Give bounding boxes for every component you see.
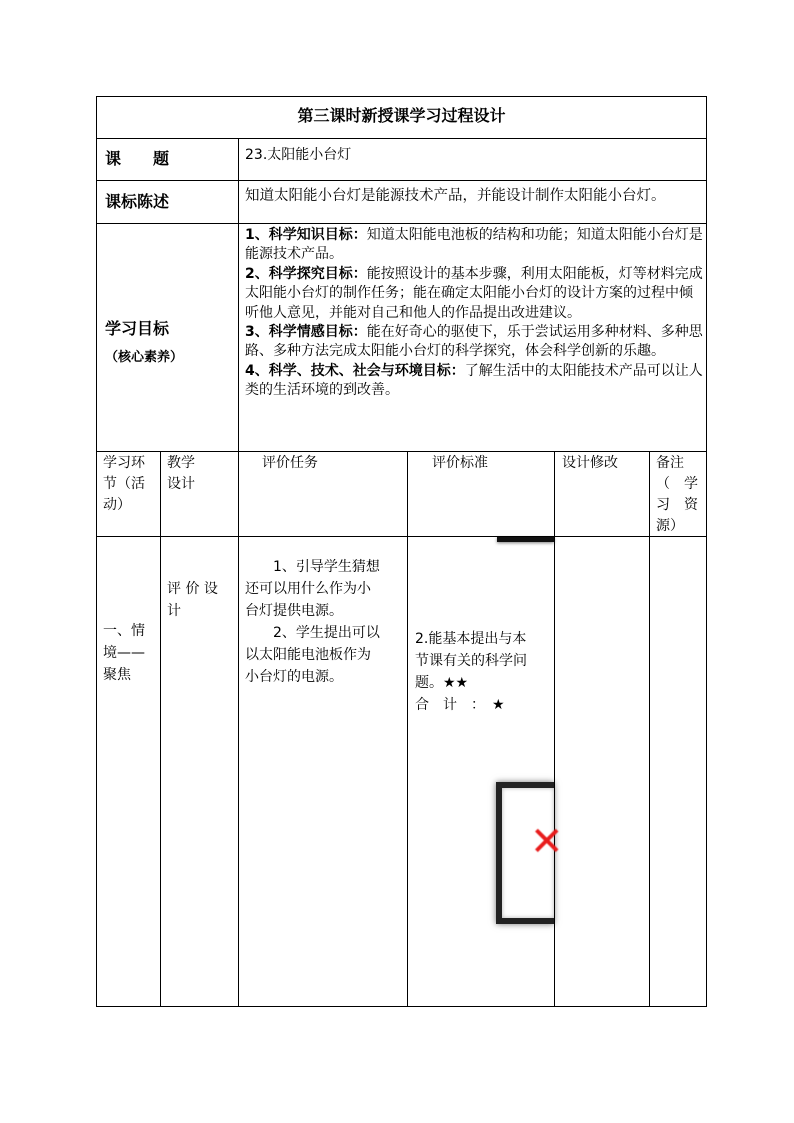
- standard-label: 课标陈述: [105, 192, 170, 211]
- goal-text: 了解生活中的太阳能技术产品可以让人类的生活环境的到改善。: [245, 362, 703, 399]
- goals-label: 学习目标: [105, 319, 170, 338]
- topic-label: 课 题: [105, 149, 170, 168]
- header-line: 设计: [167, 476, 195, 492]
- header-line: （ 学: [656, 476, 698, 492]
- header-line: 备注: [656, 455, 684, 471]
- header-note: [656, 453, 704, 537]
- red-x-icon: ✕: [530, 819, 564, 865]
- col-divider: [238, 451, 239, 1007]
- goal-head: 4、科学、技术、社会与环境目标：: [245, 362, 465, 379]
- header-line: 学习环: [103, 455, 145, 471]
- task-cell: [245, 556, 403, 688]
- col-divider: [554, 451, 555, 1007]
- stage-cell: [103, 620, 145, 686]
- col-divider: [407, 451, 408, 1007]
- col-divider: [238, 138, 239, 451]
- cell-line: 台灯提供电源。: [245, 603, 343, 619]
- cell-line: 评 价 设: [167, 581, 218, 597]
- goal-text: 能在好奇心的驱使下，乐于尝试运用多种材料、多种思路、多种方法完成太阳能小台灯的科学探究，体会科学创新的乐趣。: [245, 324, 703, 360]
- goal-text: 知道太阳能电池板的结构和功能；知道太阳能小台灯是能源技术产品。: [245, 227, 703, 263]
- cell-line: 聚焦: [103, 667, 131, 683]
- header-line: 习 资: [656, 497, 698, 513]
- cell-line: 1、引导学生猜想: [245, 559, 380, 575]
- goal-head: 2、科学探究目标：: [245, 265, 367, 282]
- cell-line: 小台灯的电源。: [245, 669, 343, 685]
- header-line: 源）: [656, 518, 684, 534]
- row-divider: [96, 180, 707, 181]
- cell-line: 还可以用什么作为小: [245, 581, 371, 597]
- goal-head: 1、科学知识目标：: [245, 227, 367, 243]
- criteria-cell: [415, 628, 549, 716]
- header-task: 评价任务: [262, 455, 318, 471]
- row-divider: [96, 223, 707, 224]
- goals-list: [245, 226, 703, 401]
- row-divider: [96, 138, 707, 139]
- goal-head: 3、科学情感目标：: [245, 324, 367, 341]
- goal-item-3: [245, 323, 703, 362]
- cell-line: 题。★★: [415, 675, 469, 691]
- header-line: 节（活: [103, 476, 145, 492]
- header-revise: 设计修改: [562, 455, 618, 471]
- standard-value: 知道太阳能小台灯是能源技术产品，并能设计制作太阳能小台灯。: [245, 188, 666, 204]
- goal-text: 能按照设计的基本步骤，利用太阳能板，灯等材料完成太阳能小台灯的制作任务；能在确定太阳能小台灯的设计方案的过程中倾听他人意见，并能对自己和他人的作品提出改进建议。: [245, 265, 703, 321]
- cell-line: 以太阳能电池板作为: [245, 647, 371, 663]
- header-stage: [103, 453, 158, 516]
- cell-line: 计: [167, 603, 181, 619]
- cell-line: 节课有关的科学问: [415, 653, 527, 669]
- cell-line: 境——: [103, 645, 145, 661]
- topic-value: 23.太阳能小台灯: [245, 147, 352, 163]
- col-divider: [160, 451, 161, 1007]
- header-line: 教学: [167, 455, 195, 471]
- page-title: 第三课时新授课学习过程设计: [297, 106, 506, 125]
- design-cell: [167, 578, 233, 622]
- goal-item-2: [245, 265, 703, 323]
- goals-sublabel: （核心素养）: [105, 350, 184, 365]
- cell-line: 2、学生提出可以: [245, 625, 380, 641]
- cell-line: 2.能基本提出与本: [415, 631, 527, 647]
- header-line: 动）: [103, 497, 131, 513]
- cell-line: 一、情: [103, 623, 145, 639]
- goal-item-4: [245, 362, 703, 401]
- row-divider: [96, 451, 707, 452]
- header-design: [167, 453, 195, 495]
- col-divider: [649, 451, 650, 1007]
- broken-image-icon: [496, 782, 564, 924]
- row-divider: [96, 536, 707, 537]
- goal-item-1: [245, 226, 703, 265]
- header-criteria: 评价标准: [432, 455, 488, 471]
- score-total: 合 计 ： ★: [415, 697, 505, 713]
- clipped-image-edge: [497, 537, 554, 542]
